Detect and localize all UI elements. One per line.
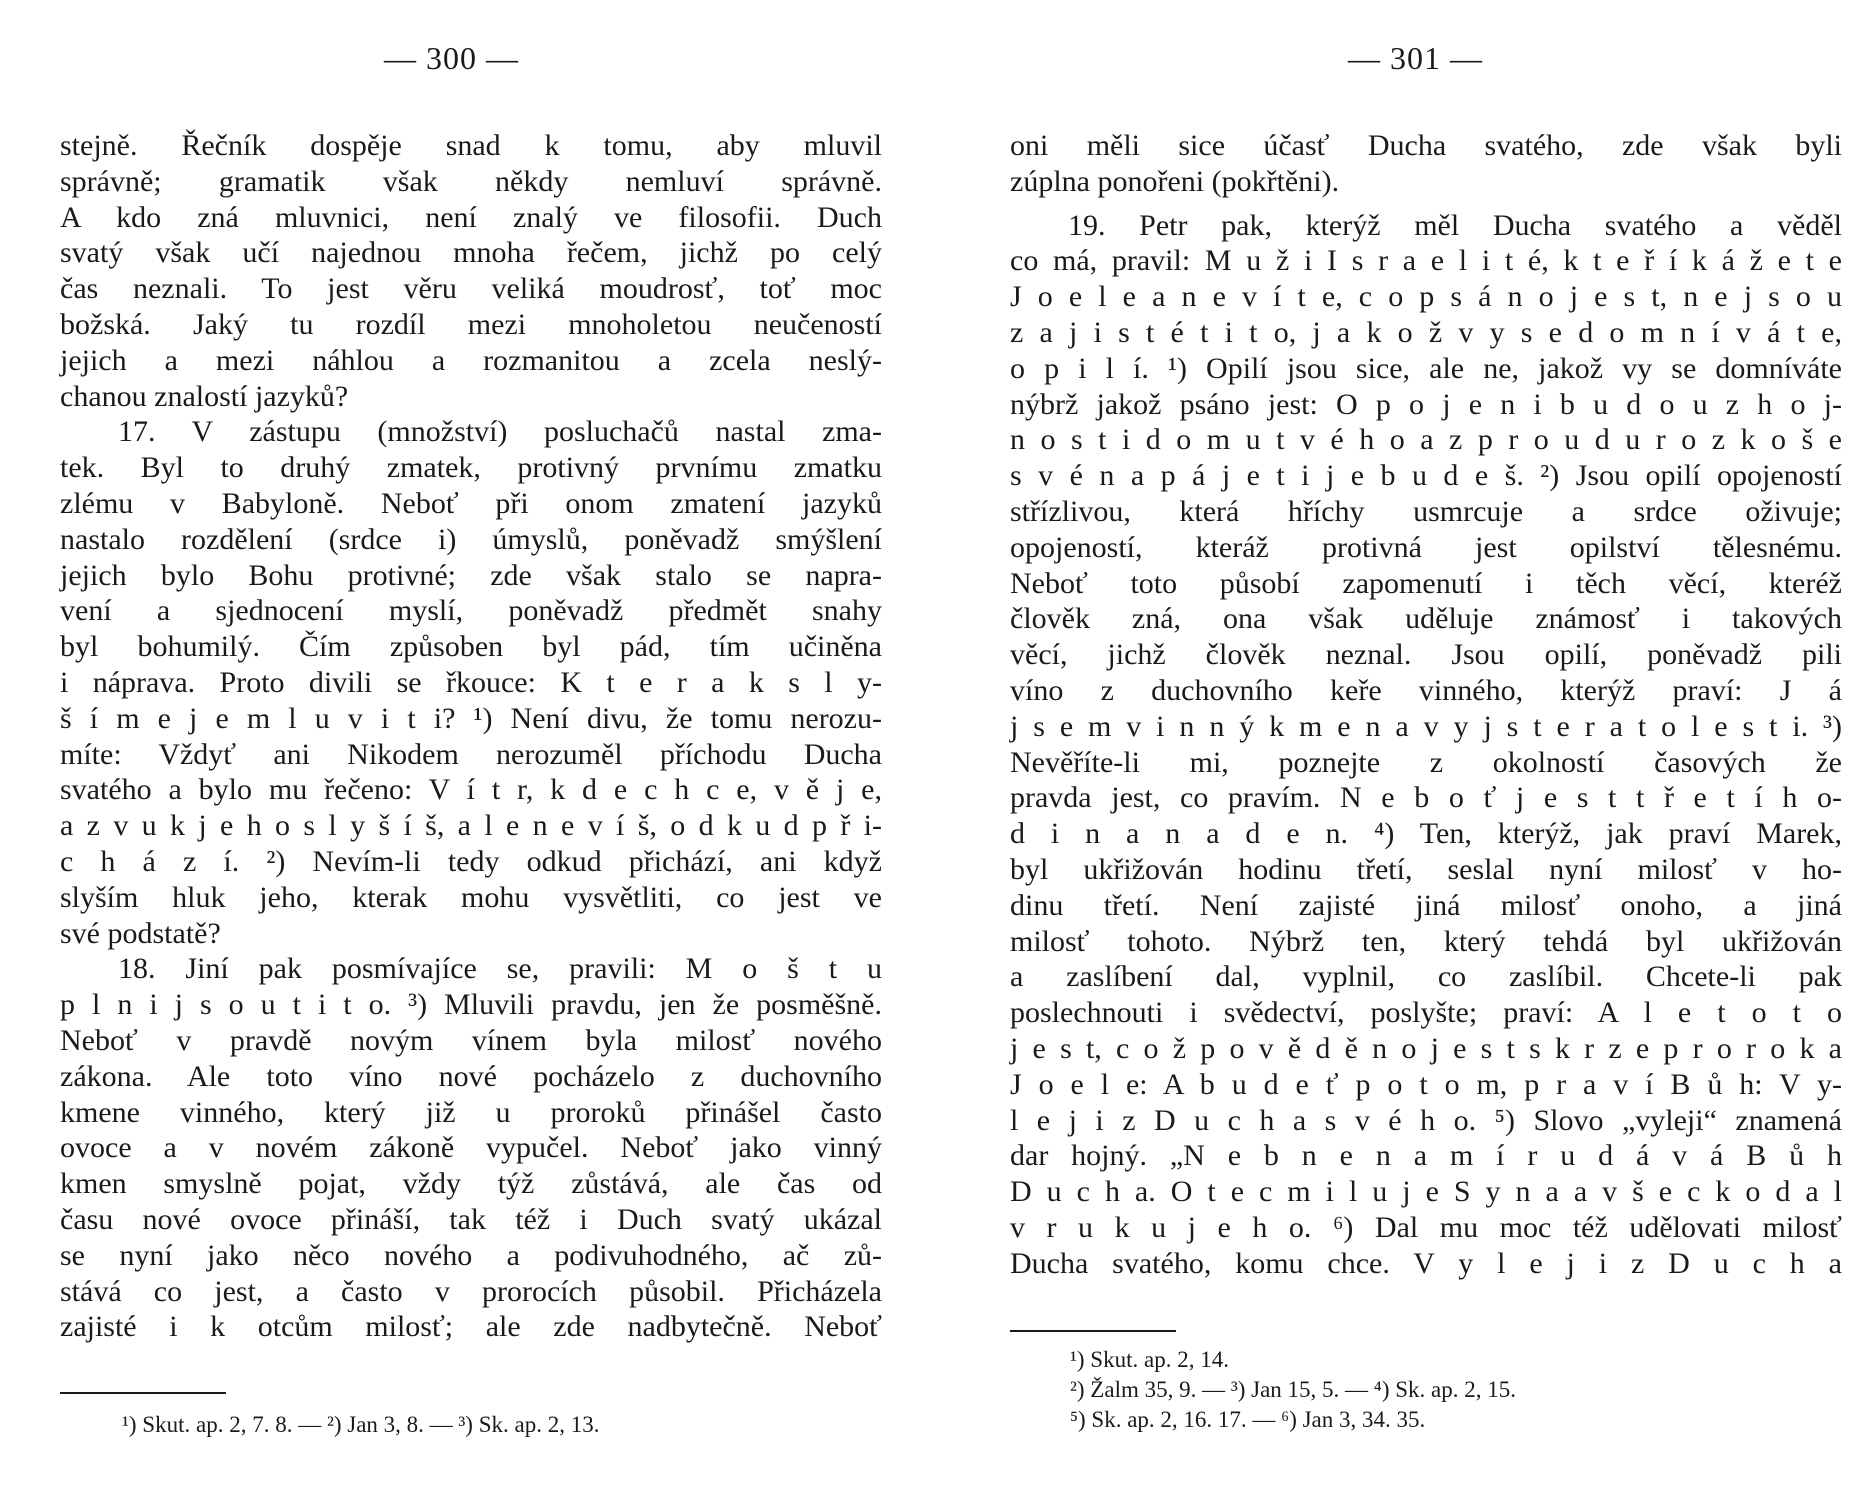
text-line: a zaslíbení dal, vyplnil, co zaslíbil. Chcete-li pak [1010, 960, 1842, 994]
text-line: jejich bylo Bohu protivné; zde však stalo se napra- [60, 558, 882, 592]
text-line: svatý však učí najednou mnoha řečem, jichž po celý [60, 236, 882, 270]
footnote-line: ⁵) Sk. ap. 2, 16. 17. — ⁶) Jan 3, 34. 35. [1070, 1407, 1426, 1432]
text-line: stává co jest, a často v prorocích působil. Přicházela [60, 1274, 882, 1308]
text-line: chanou znalostí jazyků? [60, 379, 349, 413]
text-line: zúplna ponořeni (pokřtěni). [1010, 164, 1340, 198]
text-line: tek. Byl to druhý zmatek, protivný prvnímu zmatku [60, 451, 882, 485]
text-line: A kdo zná mluvnici, není znalý ve filosofii. Duch [60, 200, 882, 234]
footnote-line: ¹) Skut. ap. 2, 14. [1070, 1347, 1229, 1372]
text-line: stejně. Řečník dospěje snad k tomu, aby mluvil [60, 129, 882, 162]
footnote-rule [60, 1392, 226, 1394]
text-line: n o s t i d o m u t v é h o a z p r o u d u r o z k o š e [1010, 423, 1842, 457]
text-line: dinu třetí. Není zajisté jiná milosť onoho, a jiná [1010, 888, 1842, 922]
text-line: se nyní jako něco nového a podivuhodného, ač zů- [60, 1238, 882, 1272]
text-line: pravda jest, co pravím. N e b o ť j e s t t ř e t í h o- [1010, 781, 1842, 815]
footnote-rule [1010, 1330, 1176, 1332]
footnote-line: ¹) Skut. ap. 2, 7. 8. — ²) Jan 3, 8. — ³) Sk. ap. 2, 13. [122, 1412, 600, 1437]
text-line: j s e m v i n n ý k m e n a v y j s t e r a t o l e s t i. ³) [1010, 709, 1842, 743]
text-line: poslechnouti i svědectví, poslyšte; praví: A l e t o t o [1010, 996, 1842, 1030]
text-line: opojeností, kteráž protivná jest opilství tělesnému. [1010, 530, 1842, 564]
text-line: v r u k u j e h o. ⁶) Dal mu moc též udělovati milosť [1010, 1210, 1842, 1244]
text-line: z a j i s t é t i t o, j a k o ž v y s e d o m n í v á t e, [1010, 315, 1842, 349]
text-line: c h á z í. ²) Nevím-li tedy odkud přichází, ani když [60, 844, 882, 878]
text-line: š í m e j e m l u v i t i? ¹) Není divu, že tomu nerozu- [60, 701, 882, 735]
text-line: správně; gramatik však někdy nemluví správně. [60, 164, 882, 198]
text-line: i náprava. Proto divili se řkouce: K t e r a k s l y- [60, 665, 882, 699]
text-line: Nevěříte-li mi, poznejte z okolností časových že [1010, 745, 1842, 779]
body-text [60, 128, 882, 1345]
text-line: věcí, jichž člověk neznal. Jsou opilí, poněvadž pili [1010, 638, 1842, 672]
text-line: byl ukřižován hodinu třetí, seslal nyní milosť v ho- [1010, 852, 1842, 886]
text-line: nýbrž jakož psáno jest: O p o j e n i b u d o u z h o j- [1010, 387, 1842, 421]
text-line: božská. Jaký tu rozdíl mezi mnoholetou neučeností [60, 307, 882, 341]
text-line: vení a sjednocení myslí, poněvadž předmět snahy [60, 594, 882, 628]
text-line: byl bohumilý. Čím způsoben byl pád, tím učiněna [60, 630, 882, 664]
text-line: kmene vinného, který již u proroků přinášel často [60, 1095, 882, 1129]
text-line: svatého a bylo mu řečeno: V í t r, k d e c h c e, v ě j e, [60, 773, 882, 807]
text-line: dar hojný. „N e b n e n a m í r u d á v á B ů h [1010, 1139, 1842, 1173]
text-line: co má, pravil: M u ž i I s r a e l i t é, k t e ř í k á ž e t e [1010, 244, 1842, 278]
page-number: — 300 — [384, 40, 519, 76]
text-line: d i n a n a d e n. ⁴) Ten, kterýž, jak praví Marek, [1010, 817, 1842, 851]
text-line: kmen smyslně pojat, vždy týž zůstává, ale čas od [60, 1167, 882, 1201]
text-line: času nové ovoce přináší, tak též i Duch svatý ukázal [60, 1202, 882, 1236]
footnote-line: ²) Žalm 35, 9. — ³) Jan 15, 5. — ⁴) Sk. ap. 2, 15. [1070, 1377, 1516, 1402]
text-line: 17. V zástupu (množství) posluchačů nastal zma- [118, 415, 882, 449]
text-line: Ducha svatého, komu chce. V y l e j i z D u c h a [1010, 1246, 1842, 1280]
text-line: o p i l í. ¹) Opilí jsou sice, ale ne, jakož vy se domníváte [1010, 351, 1842, 385]
text-line: D u c h a. O t e c m i l u j e S y n a a v š e c k o d a l [1010, 1175, 1842, 1209]
text-line: nastalo rozdělení (srdce i) úmyslů, poněvadž smýšlení [60, 522, 882, 556]
text-line: míte: Vždyť ani Nikodem nerozuměl příchodu Ducha [60, 737, 882, 771]
text-line: zákona. Ale toto víno nové pocházelo z duchovního [60, 1059, 882, 1093]
text-line: člověk zná, ona však uděluje známosť i takových [1010, 602, 1842, 636]
text-line: své podstatě? [60, 916, 221, 950]
text-line: ovoce a v novém zákoně vypučel. Neboť jako vinný [60, 1131, 882, 1165]
text-line: a z v u k j e h o s l y š í š, a l e n e v í š, o d k u d p ř i- [60, 809, 882, 843]
page-number: — 301 — [1348, 40, 1483, 76]
paragraph-gap [1010, 200, 1842, 208]
text-line: Neboť v pravdě novým vínem byla milosť nového [60, 1023, 882, 1057]
footnotes [122, 1410, 882, 1440]
body-text [1010, 128, 1842, 1282]
text-line: slyším hluk jeho, kterak mohu vysvětliti, co jest ve [60, 880, 882, 914]
text-line: j e s t, c o ž p o v ě d ě n o j e s t s k r z e p r o r o k a [1010, 1031, 1842, 1065]
text-line: l e j i z D u c h a s v é h o. ⁵) Slovo „vyleji“ znamená [1010, 1103, 1842, 1137]
text-line: J o e l e: A b u d e ť p o t o m, p r a v í B ů h: V y- [1010, 1067, 1842, 1101]
text-line: jejich a mezi náhlou a rozmanitou a zcela neslý- [60, 343, 882, 377]
text-line: oni měli sice účasť Ducha svatého, zde však byli [1010, 129, 1842, 162]
text-line: zajisté i k otcům milosť; ale zde nadbytečně. Neboť [60, 1310, 882, 1344]
text-line: J o e l e a n e v í t e, c o p s á n o j e s t, n e j s o u [1010, 280, 1842, 314]
text-line: Neboť toto působí zapomenutí i těch věcí, kteréž [1010, 566, 1842, 600]
text-line: s v é n a p á j e t i j e b u d e š. ²) Jsou opilí opojeností [1010, 459, 1842, 493]
right-page [936, 0, 1872, 1500]
text-line: střízlivou, která hříchy usmrcuje a srdce oživuje; [1010, 494, 1842, 528]
text-line: zlému v Babyloně. Neboť při onom zmatení jazyků [60, 486, 882, 520]
text-line: 18. Jiní pak posmívajíce se, pravili: M o š t u [118, 952, 882, 986]
text-line: milosť tohoto. Nýbrž ten, který tehdá byl ukřižován [1010, 924, 1842, 958]
text-line: čas neznali. To jest věru veliká moudrosť, toť moc [60, 272, 882, 306]
text-line: p l n i j s o u t i t o. ³) Mluvili pravdu, jen že posměšně. [60, 988, 882, 1022]
text-line: víno z duchovního keře vinného, kterýž praví: J á [1010, 673, 1842, 707]
footnotes [1070, 1345, 1830, 1435]
text-line: 19. Petr pak, kterýž měl Ducha svatého a věděl [1068, 208, 1842, 242]
